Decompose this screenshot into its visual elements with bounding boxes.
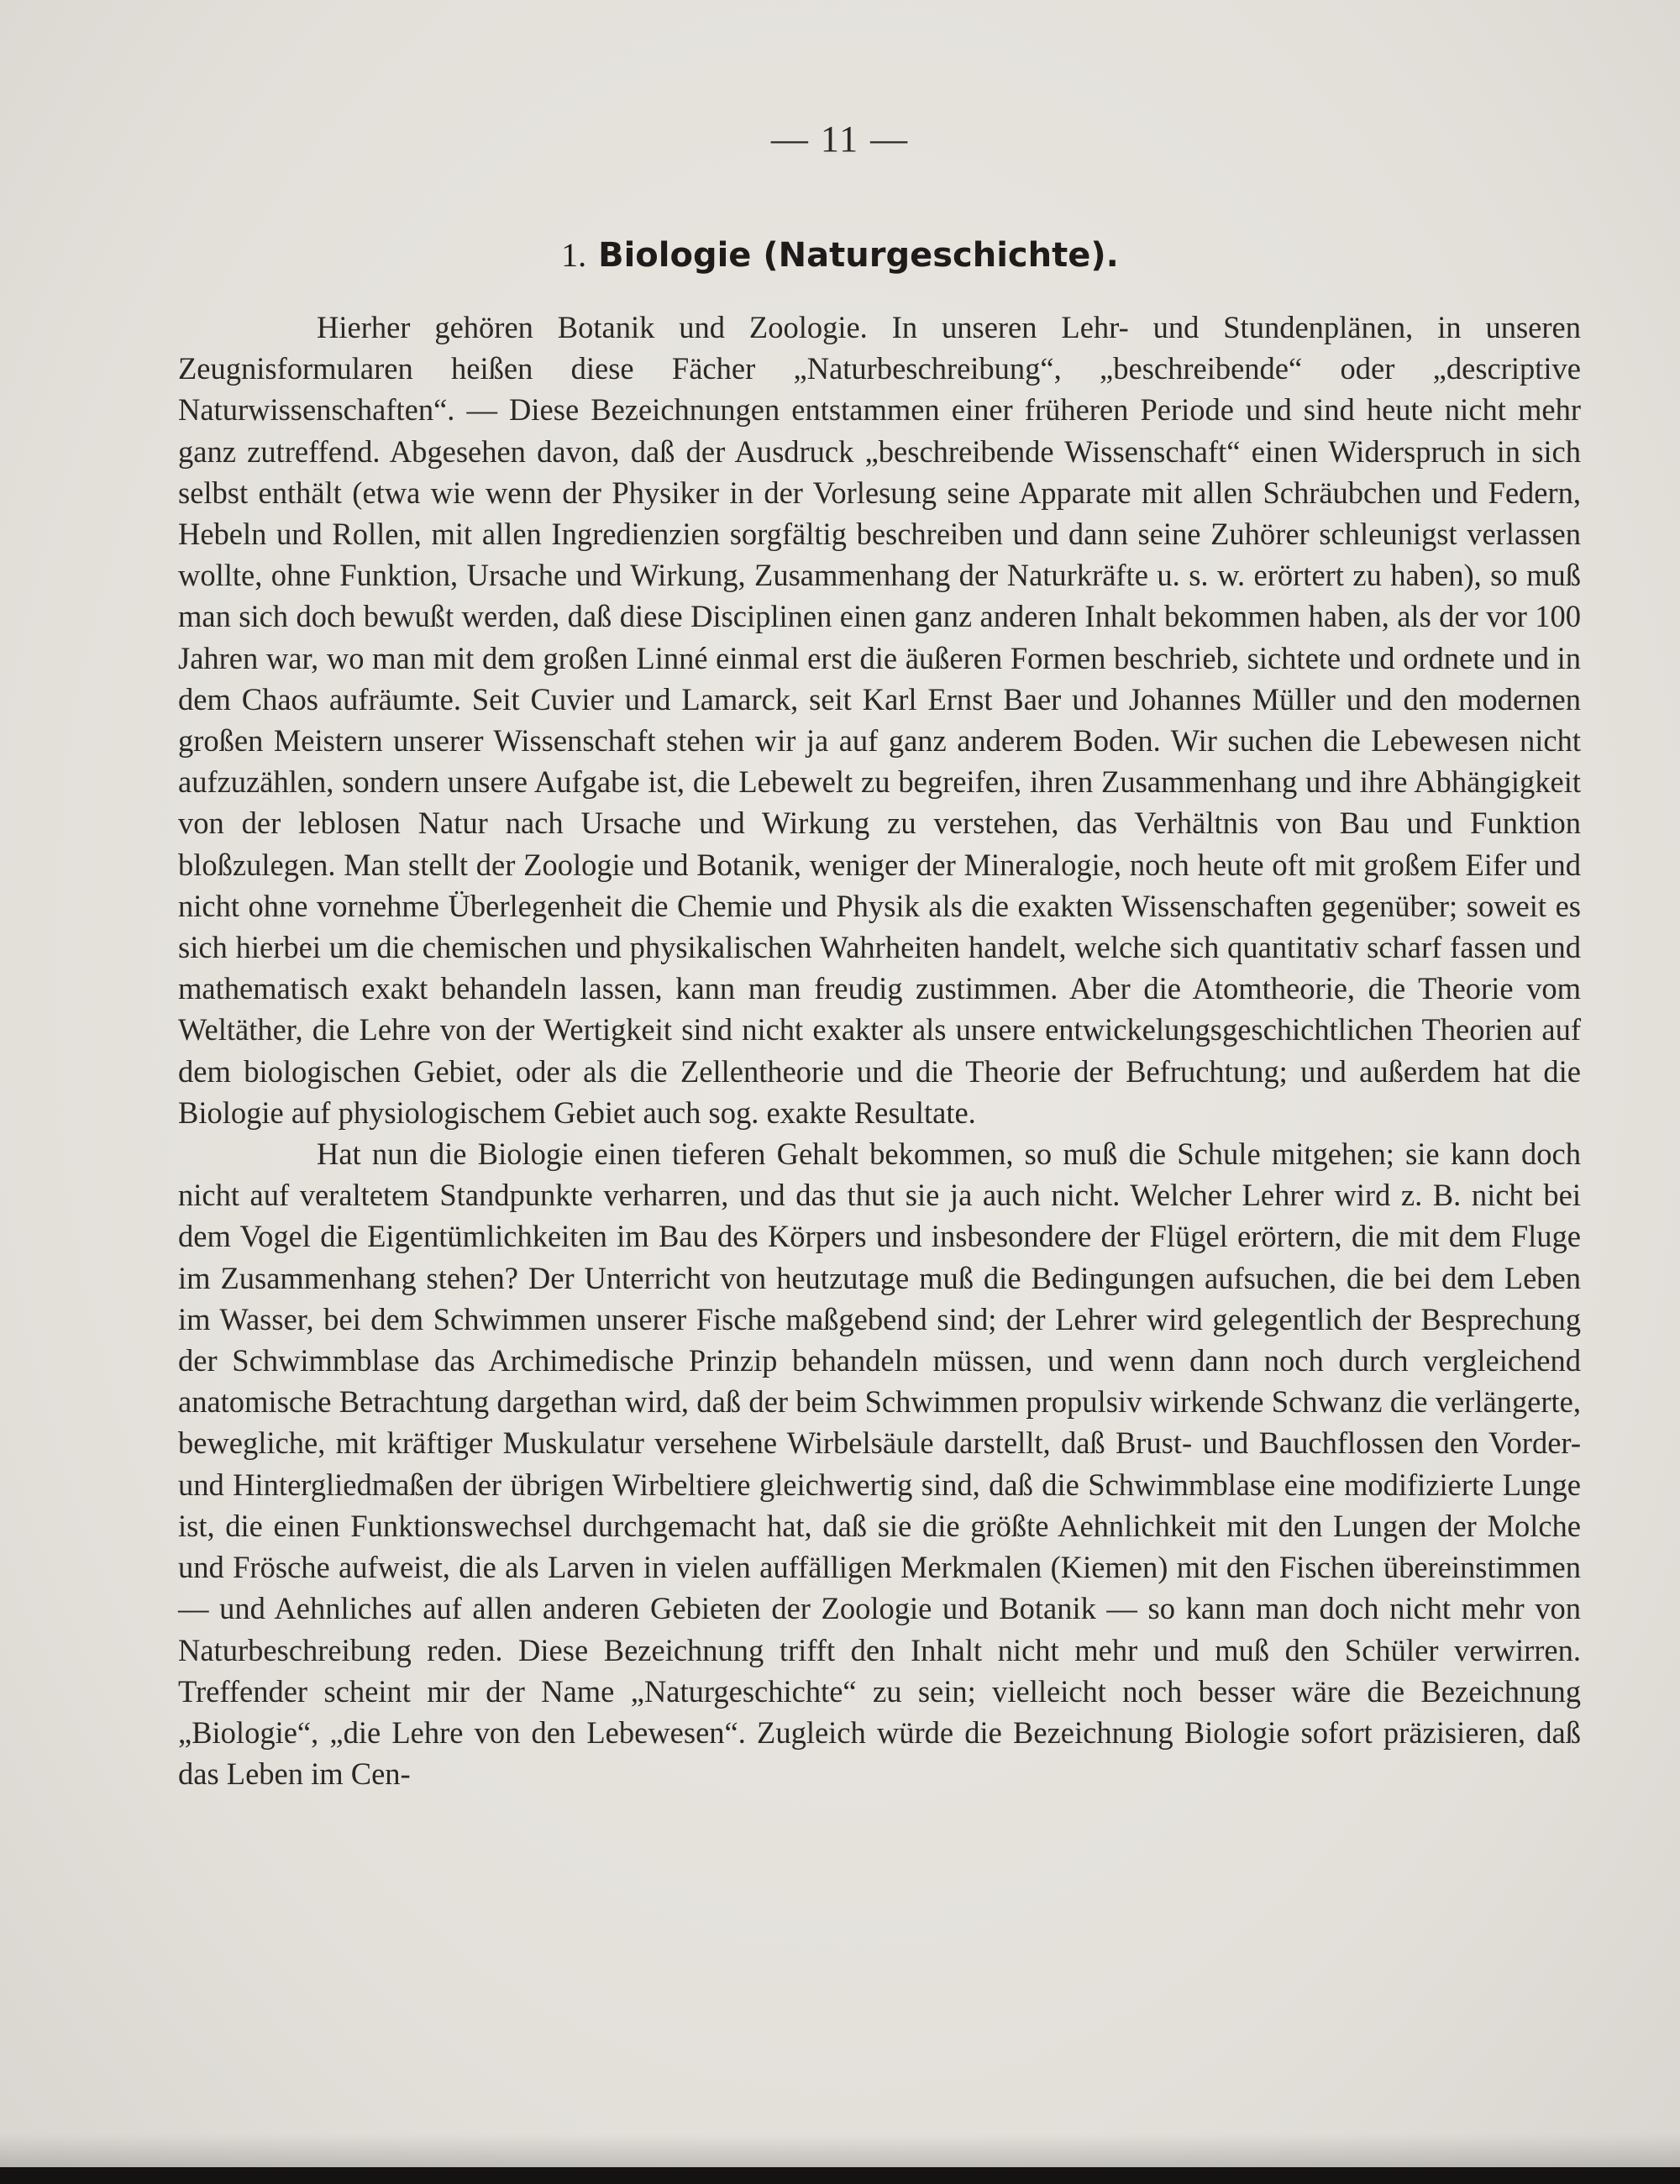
paragraph-1: Hierher gehören Botanik und Zoologie. In unseren Lehr- und Stundenplänen, in unseren Zeugnisformularen heißen diese Fächer „Naturbeschreibung“, „beschreibende“ oder „descriptive Naturwissenschaften“. — Diese Bezeichnungen entstammen einer früheren Periode und sind heute nicht mehr ganz zutreffend. Abgesehen davon, daß der Ausdruck „beschreibende Wissenschaft“ einen Widerspruch in sich selbst enthält (etwa wie wenn der Physiker in der Vorlesung seine Apparate mit allen Schräubchen und Federn, Hebeln und Rollen, mit allen Ingredienzien sorgfältig beschreiben und dann seine Zuhörer schleunigst verlassen wollte, ohne Funktion, Ursache und Wirkung, Zusammenhang der Naturkräfte u. s. w. erörtert zu haben), so muß man sich doch bewußt werden, daß diese Disciplinen einen ganz anderen Inhalt bekommen haben, als der vor 100 Jahren war, wo man mit dem großen Linné einmal erst die äußeren Formen beschrieb, sichtete und ordnete und in dem Chaos aufräumte. Seit Cuvier und Lamarck, seit Karl Ernst Baer und Johannes Müller und den modernen großen Meistern unserer Wissenschaft stehen wir ja auf ganz anderem Boden. Wir suchen die Lebewesen nicht aufzuzählen, sondern unsere Aufgabe ist, die Lebewelt zu begreifen, ihren Zusammenhang und ihre Abhängigkeit von der leblosen Natur nach Ursache und Wirkung zu verstehen, das Verhältnis von Bau und Funktion bloßzulegen. Man stellt der Zoologie und Botanik, weniger der Mineralogie, noch heute oft mit großem Eifer und nicht ohne vornehme Überlegenheit die Chemie und Physik als die exakten Wissenschaften gegenüber; soweit es sich hierbei um die chemischen und physikalischen Wahrheiten handelt, welche sich quantitativ scharf fassen und mathematisch exakt behandeln lassen, kann man freudig zustimmen. Aber die Atomtheorie, die Theorie vom Weltäther, die Lehre von der Wertigkeit sind nicht exakter als unsere entwickelungsgeschichtlichen Theorien auf dem biologischen Gebiet, oder als die Zellentheorie und die Theorie der Befruchtung; und außerdem hat die Biologie auf physiologischem Gebiet auch sog. exakte Resultate.	[178, 310, 1581, 1130]
section-title-text: Biologie (Naturgeschichte).	[598, 236, 1119, 275]
paragraph-2: Hat nun die Biologie einen tieferen Gehalt bekommen, so muß die Schule mitgehen; sie kann doch nicht auf veraltetem Standpunkte verharren, und das thut sie ja auch nicht. Welcher Lehrer wird z. B. nicht bei dem Vogel die Eigentümlichkeiten im Bau des Körpers und insbesondere der Flügel erörtern, die mit dem Fluge im Zusammenhang stehen? Der Unterricht von heutzutage muß die Bedingungen aufsuchen, die bei dem Leben im Wasser, bei dem Schwimmen unserer Fische maßgebend sind; der Lehrer wird gelegentlich der Besprechung der Schwimmblase das Archimedische Prinzip behandeln müssen, und wenn dann noch durch vergleichend anatomische Betrachtung dargethan wird, daß der beim Schwimmen propulsiv wirkende Schwanz die verlängerte, bewegliche, mit kräftiger Muskulatur versehene Wirbelsäule darstellt, daß Brust- und Bauchflossen den Vorder- und Hintergliedmaßen der übrigen Wirbeltiere gleichwertig sind, daß die Schwimmblase eine modifizierte Lunge ist, die einen Funktionswechsel durchgemacht hat, daß sie die größte Aehnlichkeit mit den Lungen der Molche und Frösche aufweist, die als Larven in vielen auffälligen Merkmalen (Kiemen) mit den Fischen übereinstimmen — und Aehnliches auf allen anderen Gebieten der Zoologie und Botanik — so kann man doch nicht mehr von Naturbeschreibung reden. Diese Bezeichnung trifft den Inhalt nicht mehr und muß den Schüler verwirren. Treffender scheint mir der Name „Naturgeschichte“ zu sein; vielleicht noch besser wäre die Bezeichnung „Biologie“, „die Lehre von den Lebewesen“. Zugleich würde die Bezeichnung Biologie sofort präzisieren, daß das Leben im Cen-	[178, 1137, 1581, 1792]
scan-bottom-edge	[0, 2167, 1680, 2184]
section-title-number: 1.	[561, 236, 587, 274]
section-title	[0, 235, 1680, 275]
body-text	[178, 307, 1581, 1794]
page-number: — 11 —	[770, 118, 910, 160]
